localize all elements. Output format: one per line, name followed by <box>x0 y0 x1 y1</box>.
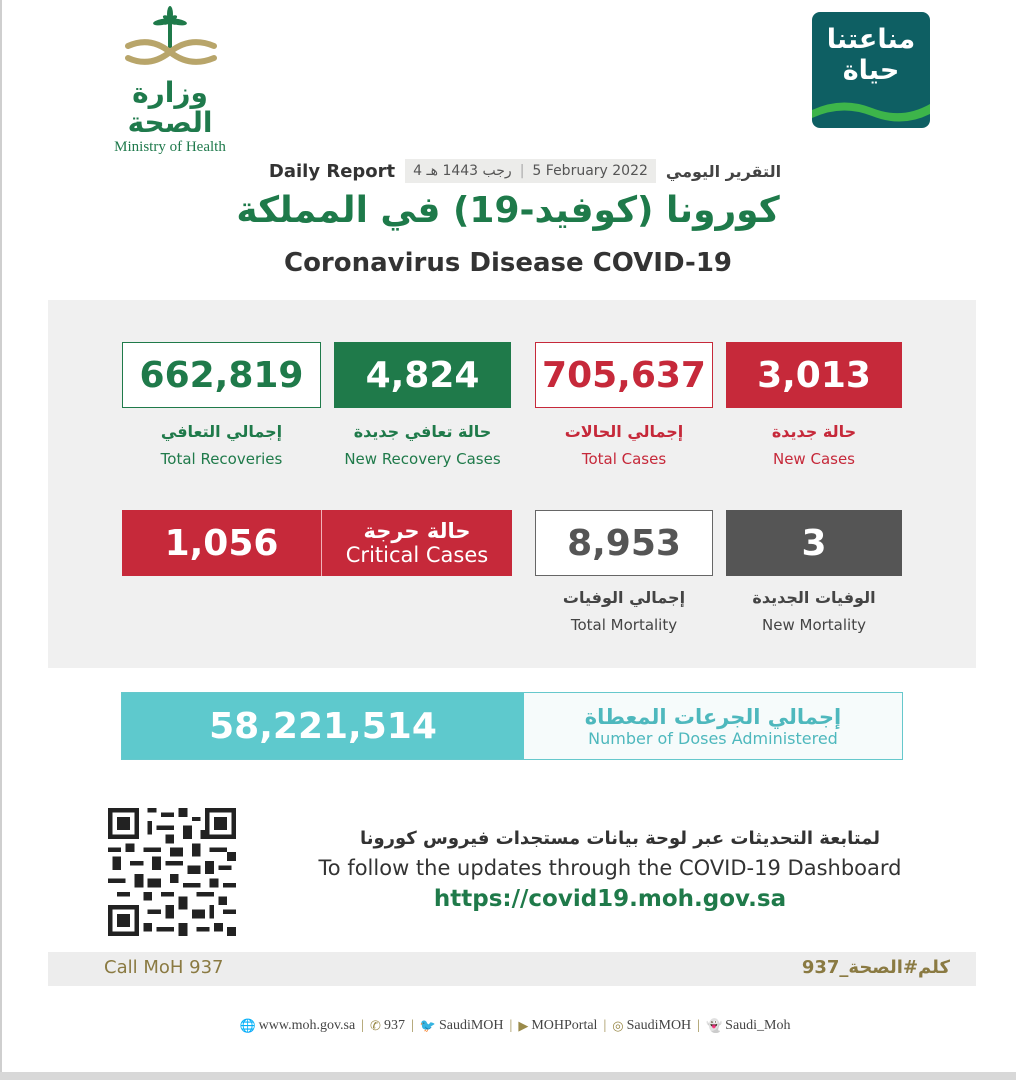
daily-report-ar: التقرير اليومي <box>665 161 782 181</box>
total-cases-value: 705,637 <box>535 342 713 408</box>
qr-code-icon <box>108 808 236 936</box>
footer-divider: | <box>603 1018 607 1033</box>
critical-cases-label <box>322 510 512 576</box>
call-bar <box>48 952 976 986</box>
critical-cases-label-en: Critical Cases <box>345 543 489 567</box>
critical-cases-value: 1,056 <box>122 510 322 576</box>
ministry-name-en: Ministry of Health <box>114 139 226 155</box>
footer-twitter-label: SaudiMOH <box>438 1018 504 1033</box>
new-recoveries-label-en: New Recovery Cases <box>344 450 501 468</box>
new-cases-label-ar: حالة جديدة <box>771 422 857 441</box>
critical-cases-label-ar: حالة حرجة <box>363 519 471 543</box>
footer-instagram-label: SaudiMOH <box>626 1018 692 1033</box>
call-moh-text: Call MoH 937 <box>104 957 224 978</box>
palm-swords-icon <box>110 6 230 78</box>
new-recoveries-value: 4,824 <box>334 342 511 408</box>
doses-value: 58,221,514 <box>122 693 524 759</box>
footer-youtube-label: MOHPortal <box>531 1018 598 1033</box>
new-cases-label-en: New Cases <box>772 450 855 468</box>
report-line <box>240 158 810 184</box>
footer-divider: | <box>410 1018 414 1033</box>
ministry-name-ar: وزارة الصحة <box>127 76 213 139</box>
youtube-icon: ▶ <box>518 1018 529 1033</box>
footer-snapchat-label: Saudi_Moh <box>725 1018 791 1033</box>
campaign-badge <box>812 12 930 128</box>
total-mortality-label-ar: إجمالي الوفيات <box>562 588 686 607</box>
daily-report-en: Daily Report <box>268 160 396 182</box>
footer-divider: | <box>509 1018 513 1033</box>
instagram-icon: ◎ <box>612 1018 624 1033</box>
footer-twitter[interactable] <box>420 1018 504 1034</box>
total-cases-label-ar: إجمالي الحالات <box>564 422 684 441</box>
footer-divider: | <box>697 1018 700 1033</box>
footer-website-label: www.moh.gov.sa <box>258 1018 356 1033</box>
new-mortality-label-en: New Mortality <box>762 616 866 634</box>
footer-youtube[interactable] <box>518 1018 597 1034</box>
total-recoveries-label-ar: إجمالي التعافي <box>160 422 283 441</box>
gregorian-date: 5 February 2022 <box>532 163 648 179</box>
footer-links <box>180 1014 850 1038</box>
total-cases-label-en: Total Cases <box>581 450 667 468</box>
page-title-ar: كورونا (كوفيد-19) في المملكة <box>236 190 780 231</box>
snapchat-icon: 👻 <box>705 1018 723 1033</box>
doses-label-ar: إجمالي الجرعات المعطاة <box>584 704 842 729</box>
footer-phone-label: 937 <box>383 1018 405 1033</box>
phone-icon: ✆ <box>370 1018 381 1033</box>
dashboard-link[interactable]: https://covid19.moh.gov.sa <box>433 886 787 912</box>
footer-website[interactable] <box>239 1018 355 1034</box>
hijri-date: 4 رجب 1443 هـ <box>413 163 512 179</box>
footer-phone[interactable] <box>370 1018 405 1034</box>
campaign-line-2: حياة <box>842 55 900 86</box>
new-recoveries-label-ar: حالة تعافي جديدة <box>353 422 492 441</box>
bottom-border <box>0 1072 1016 1080</box>
new-mortality-label-ar: الوفيات الجديدة <box>752 588 876 607</box>
page-title-en: Coronavirus Disease COVID-19 <box>283 248 733 278</box>
critical-cases-box <box>122 510 512 576</box>
total-recoveries-label-en: Total Recoveries <box>160 450 283 468</box>
follow-text-ar: لمتابعة التحديثات عبر لوحة بيانات مستجدات فيروس كورونا <box>359 828 881 849</box>
total-recoveries-value: 662,819 <box>122 342 321 408</box>
report-date <box>405 159 656 183</box>
twitter-icon: 🐦 <box>419 1018 436 1033</box>
left-border <box>0 0 2 1080</box>
footer-divider: | <box>361 1018 365 1033</box>
hashtag-ar: كلم#الصحة_937 <box>801 957 950 978</box>
follow-text-en: To follow the updates through the COVID-19 Dashboard <box>318 856 902 880</box>
total-mortality-label-en: Total Mortality <box>570 616 678 634</box>
moh-logo <box>95 6 245 155</box>
globe-icon: 🌐 <box>239 1018 256 1033</box>
footer-instagram[interactable] <box>612 1018 691 1034</box>
campaign-line-1: مناعتنا <box>826 24 916 55</box>
footer-snapchat[interactable] <box>706 1018 791 1034</box>
total-mortality-value: 8,953 <box>535 510 713 576</box>
campaign-slogan <box>812 24 930 86</box>
new-mortality-value: 3 <box>726 510 902 576</box>
date-separator: | <box>519 163 525 179</box>
doses-label-en: Number of Doses Administered <box>588 728 838 748</box>
doses-label <box>524 693 902 759</box>
doses-administered-box <box>121 692 903 760</box>
new-cases-value: 3,013 <box>726 342 902 408</box>
wave-icon <box>812 96 930 128</box>
